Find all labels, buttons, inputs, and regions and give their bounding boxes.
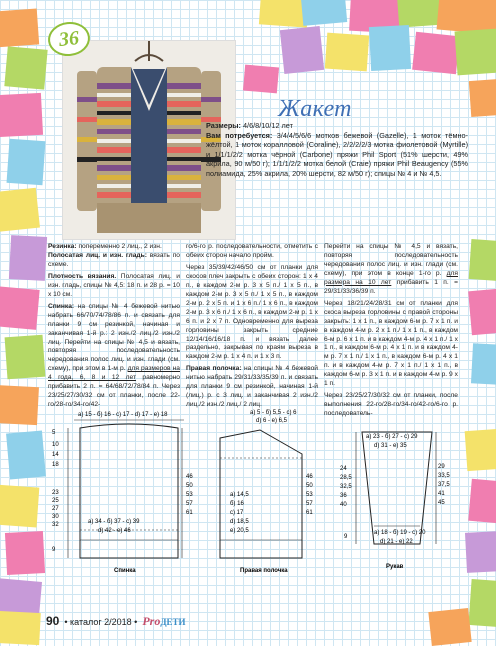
col2-paragraph-2: Через 35/39/42/46/50 см от планки для скосов плеч закрыть с обеих сторон: 1 х 4 п., в каждом 2-м р. 3 х 5 п./ 1 х 5 п., в каждом 2-м р. 3 х 5 п./ 1 х 5 п., в каждом 2-м р. 2 х 5 п. и 1 х 6 п./ 1 х 6 п., в каждом 2-м р. 3 х 6 п./ 1 х 6 п., в каждом 2-м р. 1 х 6 п. и 2 х 7 п. Одновременно для выреза горловины закрыть средние 12/14/16/16/18 п. и вязать далее раздельно, закрывая по краям выреза в каждом 2-м р. 1 х 4 п. и 1 х 3 п. — [186, 263, 318, 361]
back-left-dim: 9 — [52, 547, 56, 553]
back-schematic — [52, 412, 193, 574]
sticky-note — [4, 46, 47, 89]
rib-label: Резинка: — [48, 243, 77, 250]
sticky-note — [0, 9, 39, 48]
sleeve-right-dim: 45 — [438, 500, 445, 506]
front-top-label: а) 5 - б) 5,5 - с) 6 — [250, 410, 297, 416]
back-left-dim: 18 — [52, 462, 59, 468]
materials-value: 3/4/4/5/6/6 мотков бежевой (Gazelle), 1 моток тёмно-жёлтой, 1 моток коралловой (Coraline), 2/2/2/2/3 мотка фиолетовой (Myrtille) и 1/1/1/2/2 мотка чёрной (Carbone) пряжи Phil Sport (51% шерсти, 49% акрила, 90 м/50 г); 1/1/1/2/2 мотка белой (Craie) пряжи Phil Beaugency (55% полиамида, 25% акрила, 20% шерсти, 82 м/50 г); спицы № 4 и № 4,5. — [206, 130, 468, 178]
col3-text-b: прибавить 1 п. = 29/31/33/36/39 п. — [324, 278, 458, 295]
page-number: 90 — [46, 614, 60, 628]
back-top-label: а) 15 - б) 16 - с) 17 - d) 17 - е) 18 — [78, 412, 168, 418]
back-left-dim: 23 — [52, 490, 59, 496]
front-right-dim: 53 — [306, 492, 313, 498]
front-width-dim: б) 16 — [230, 501, 244, 507]
col3-text-underlined: для размера на 10 лет — [324, 269, 458, 286]
sleeve-left-dim: 32,5 — [340, 484, 352, 490]
back-bottom-label-2: d) 42 - е) 46 — [98, 528, 131, 534]
sticky-note — [428, 608, 471, 646]
sleeve-right-dim: 33,5 — [438, 473, 450, 479]
logo-part-b: ДЕТИ — [160, 617, 186, 627]
stripe-label: Полосатая лиц. и изн. гладь: — [48, 251, 147, 259]
sticky-note — [468, 479, 496, 523]
back-bottom-label-1: а) 34 - б) 37 - с) 39 — [88, 519, 140, 525]
sleeve-bottom-label: d) 21 - е) 22 — [380, 539, 413, 545]
back-left-dim: 10 — [52, 442, 59, 448]
front-caption: Правая полочка — [240, 568, 288, 574]
sizes-label: Размеры: — [206, 121, 241, 130]
sleeve-right-dim: 29 — [438, 464, 445, 470]
front-width-dim: а) 14,5 — [230, 492, 249, 498]
right-front-schematic — [220, 410, 313, 574]
materials-label: Вам потребуется: — [206, 130, 273, 140]
sticky-note — [280, 26, 324, 74]
sleeve-left-dim: 24 — [340, 466, 347, 472]
sleeve-bottom-left-dim: 9 — [344, 534, 348, 540]
back-right-dim: 61 — [186, 510, 193, 516]
right-front-text: на спицы № 4 бежевой нитью набрать 29/31/33/35/39 п. и связать для планки 9 см резинкой, начиная 1-й (лиц.) р. с 3 лиц. и заканчивая 2 изн./2 лиц./2 изн./2 лиц./ 2 лиц. — [186, 365, 318, 409]
back-left-dim: 5 — [52, 430, 56, 436]
gauge-text: Полосатая лиц. и изн. гладь, спицы № 4,5: 18 п. и 28 р. = 10 х 10 см. — [48, 272, 180, 298]
catalog-issue: • каталог 2/2018 • — [64, 617, 138, 627]
sticky-note — [7, 139, 46, 185]
front-right-dim: 46 — [306, 474, 313, 480]
text-column-2 — [186, 243, 318, 413]
sleeve-bottom-label: а) 18 - б) 19 - с) 20 — [374, 530, 426, 536]
sleeve-right-dim: 37,5 — [438, 482, 450, 488]
back-right-dim: 46 — [186, 474, 193, 480]
page-footer — [46, 614, 186, 629]
magazine-logo — [142, 614, 185, 629]
sticky-note — [412, 32, 460, 74]
pattern-number-badge: 36 — [46, 20, 91, 58]
sleeve-left-dim: 28,5 — [340, 475, 352, 481]
col3-text-a: Перейти на спицы № 4,5 и вязать, повторяя последовательность чередования полос лиц. и изн. глади (см. схему), при этом в конце 1-го р. — [324, 243, 458, 277]
sleeve-caption: Рукав — [386, 564, 404, 570]
front-top-label: d) 6 - е) 6,5 — [256, 418, 288, 424]
back-right-dim: 50 — [186, 483, 193, 489]
sticky-note — [0, 385, 39, 425]
sticky-note — [455, 29, 496, 76]
logo-part-a: Pro — [142, 614, 161, 628]
front-right-dim: 57 — [306, 501, 313, 507]
col2-paragraph-1: го/6-го р. последовательности, отметить с обеих сторон начало пройм. — [186, 243, 318, 259]
sleeve-left-dim: 40 — [340, 502, 347, 508]
sticky-note — [0, 286, 40, 330]
sticky-note — [469, 79, 496, 117]
back-left-dim: 25 — [52, 498, 59, 504]
col3-paragraph-2: Через 18/21/24/28/31 см от планки для скоса выреза горловины с правой стороны закрыть: 1 х 1 п., в каждом 6-м р. 7 х 1 п. и в каждом 4-м р. 2 х 1 п./ 1 х 1 п., в каждом 6-м р. 6 х 1 п. и в каждом 4-м р. 4 х 1 п./ 1 х 1 п., в каждом 6-м р. 4 х 1 п. и в каждом 4-м р. 7 х 1 п./ 1 х 1 п., в каждом 6-м р. 4 х 1 п. и в каждом 4-м р. 7 х 1 п./ 1 х 1 п., в каждом 6-м р. 3 х 1 п. и в каждом 4-м р. 9 х 1 п. — [324, 299, 458, 388]
page-title: Жакет — [278, 96, 352, 122]
sleeve-right-dim: 41 — [438, 491, 445, 497]
sticky-note — [468, 289, 496, 335]
back-caption: Спинка — [114, 568, 136, 574]
front-right-dim: 50 — [306, 483, 313, 489]
sticky-note — [469, 239, 496, 281]
back-left-dim: 32 — [52, 522, 59, 528]
back-label: Спинка: — [48, 302, 75, 310]
back-left-dim: 30 — [52, 514, 59, 520]
sticky-note — [468, 579, 496, 627]
requirements-block — [206, 121, 468, 179]
front-right-dim: 61 — [306, 510, 313, 516]
back-left-dim: 14 — [52, 452, 59, 458]
front-width-dim: с) 17 — [230, 510, 244, 516]
sticky-note — [5, 335, 46, 380]
sticky-note — [0, 485, 39, 528]
back-right-dim: 57 — [186, 501, 193, 507]
back-right-dim: 53 — [186, 492, 193, 498]
sleeve-top-label: d) 31 - е) 35 — [374, 443, 407, 449]
back-text-underlined: для размеров на 4 года, 6, 8 и 12 лет — [48, 365, 180, 382]
back-text: на спицы № 4 бежевой нитью набрать 66/70/74/78/86 п. и связать для планки 9 см резинкой, начиная и заканчивая 1-й р.: 2 изн./2 лиц./2 изн./2 лиц. Перейти на спицы № 4,5 и вязать, повторяя последовательность чередования полос лиц. и изн. глади (см. схему), при этом в 1-м р. — [48, 302, 180, 373]
sticky-note — [0, 93, 43, 137]
col3-paragraph-3: Через 23/25/27/30/32 см от планки, после выполнения 22-го/28-го/34-го/42-го/6-го р. последователь- — [324, 392, 458, 418]
sizes-value: 4/6/8/10/12 лет — [240, 121, 293, 130]
sleeve-top-label: а) 23 - б) 27 - с) 29 — [366, 434, 418, 440]
sticky-note — [465, 429, 496, 471]
sticky-note — [301, 0, 347, 26]
front-width-dim: d) 18,5 — [230, 519, 249, 525]
schematic-diagrams — [40, 408, 460, 608]
text-column-1 — [48, 243, 180, 413]
gauge-label: Плотность вязания. — [48, 272, 117, 280]
sticky-note — [369, 25, 411, 71]
back-left-dim: 27 — [52, 506, 59, 512]
rib-text: попеременно 2 лиц., 2 изн. — [76, 243, 162, 250]
right-front-label: Правая полочка: — [186, 365, 242, 373]
sticky-note — [325, 33, 369, 72]
sleeve-schematic — [340, 432, 450, 570]
back-text-cont: равномерно прибавить 2 п. = 64/68/72/78/84 п. Через 23/25/27/30/32 см от планки, после 22-го/28-го/34-го/42- — [48, 374, 180, 409]
sticky-note — [471, 343, 496, 384]
sleeve-left-dim: 36 — [340, 493, 347, 499]
text-column-3 — [324, 243, 458, 422]
sticky-note — [0, 188, 40, 233]
front-width-dim: е) 20,5 — [230, 528, 249, 534]
sticky-note — [465, 531, 496, 573]
sticky-note — [9, 235, 47, 281]
sticky-note — [243, 65, 279, 94]
stripe-text: вязать по схеме. — [48, 251, 180, 268]
